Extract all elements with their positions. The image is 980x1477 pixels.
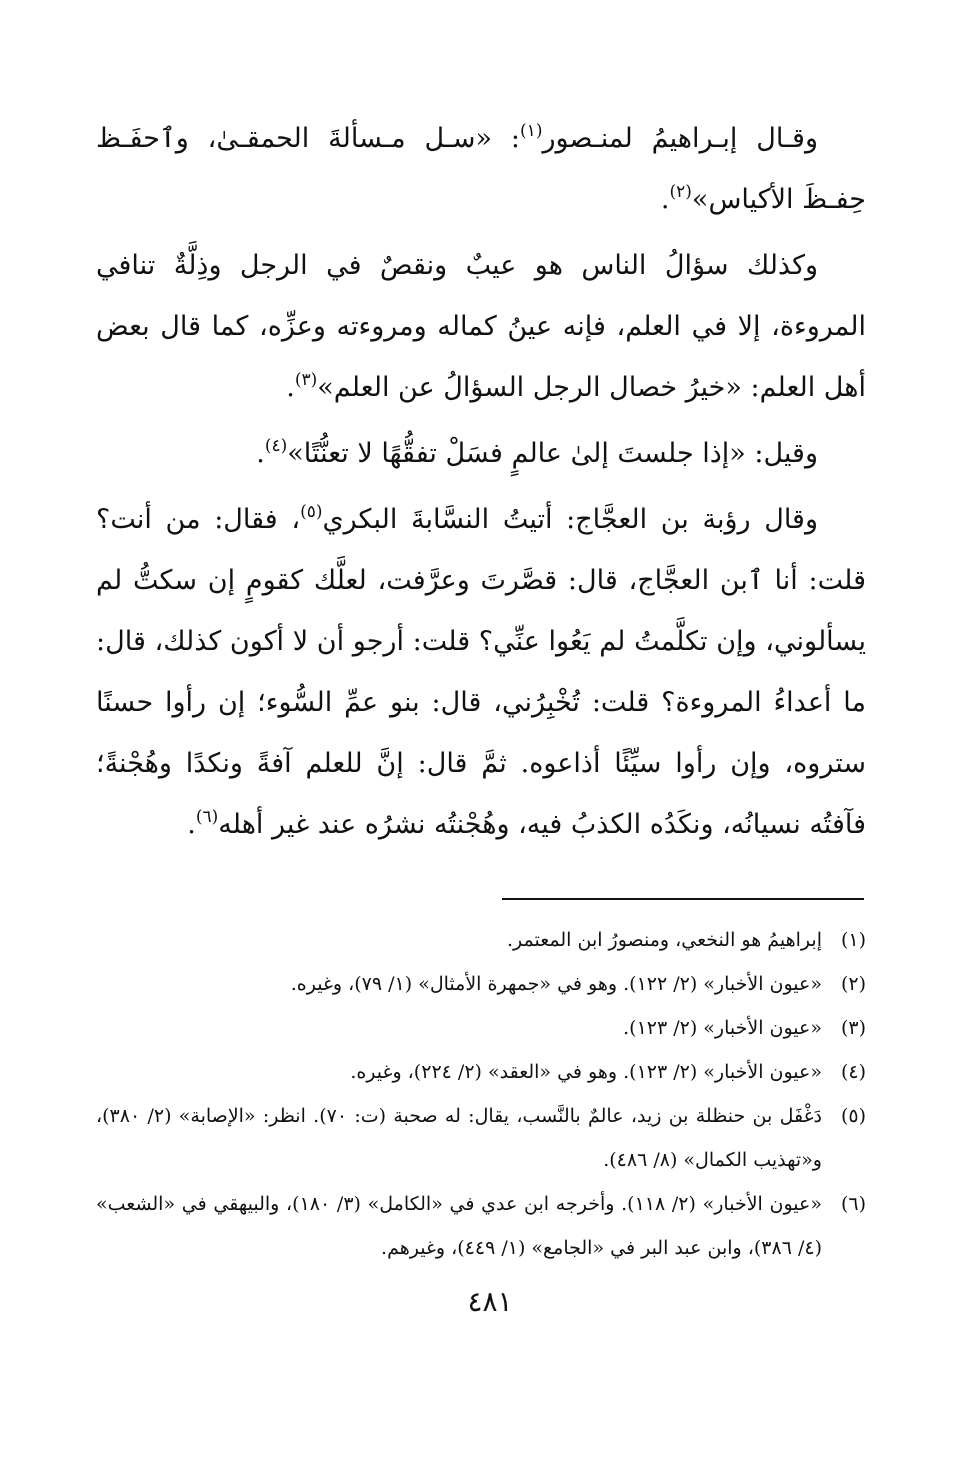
paragraph-1-text: وقـال إبـراهيمُ لمنـصور [542, 123, 818, 154]
footnote-text: «عيون الأخبار» (٢/ ١٢٣). وهو في «العقد» (٢/ ٢٢٤)، وغيره. [350, 1061, 822, 1083]
footnote-number: (١) [840, 929, 866, 951]
footnote-number: (٣) [840, 1017, 866, 1039]
footnote-4 [96, 1050, 866, 1094]
footnote-number: (٦) [840, 1193, 866, 1215]
footnote-6 [96, 1182, 866, 1270]
footnote-1 [96, 918, 866, 962]
footnote-text: «عيون الأخبار» (٢/ ١١٨). وأخرجه ابن عدي في «الكامل» (٣/ ١٨٠)، والبيهقي في «الشعب» (٤/ ٣٨٦)، وابن عبد البر في «الجامع» (١/ ٤٤٩)، وغيرهم. [96, 1193, 822, 1259]
footnote-3 [96, 1006, 866, 1050]
paragraph-1 [96, 108, 866, 230]
paragraph-4-text-2: ، فقال: من أنت؟ قلت: أنا ٱبن العجَّاج، قال: قصَّرتَ وعرَّفت، لعلَّك كقومٍ إن سكتُّ لم يسألوني، وإن تكلَّمتُ لم يَعُوا عنِّي؟ قلت: أرجو أن لا أكون كذلك، قال: ما أعداءُ المروءة؟ قلت: تُخْبِرُني، قال: بنو عمِّ السُّوء؛ إن رأوا حسنًا ستروه، وإن رأوا سيِّئًا أذاعوه. ثمَّ قال: إنَّ للعلم آفةً ونكدًا وهُجْنةً؛ فآفتُه نسيانُه، ونكَدُه الكذبُ فيه، وهُجْنتُه نشرُه عند غير أهله [96, 504, 866, 840]
paragraph-4 [96, 489, 866, 855]
paragraph-2-text-2: . [286, 372, 295, 403]
footnote-ref-1: (١) [520, 121, 543, 141]
footnote-text: «عيون الأخبار» (٢/ ١٢٢). وهو في «جمهرة الأمثال» (١/ ٧٩)، وغيره. [290, 973, 822, 995]
paragraph-4-text: وقال رؤبة بن العجَّاج: أتيتُ النسَّابةَ البكري [322, 504, 818, 535]
footnote-5 [96, 1094, 866, 1182]
paragraph-2 [96, 235, 866, 418]
footnotes [96, 918, 866, 1270]
footnote-ref-6: (٦) [195, 807, 219, 827]
paragraph-1-text-2: : «سـل مـسألةَ الحمقـىٰ، وٱحفَـظ حِفـظَ الأكياس» [96, 123, 866, 215]
paragraph-3-text-2: . [256, 438, 265, 469]
footnote-number: (٤) [840, 1061, 866, 1083]
paragraph-2-text: وكذلك سؤالُ الناس هو عيبٌ ونقصٌ في الرجل وذِلَّةٌ تنافي المروءة، إلا في العلم، فإنه عينُ كماله ومروءته وعزِّه، كما قال بعض أهل العلم: «خيرُ خصال الرجل السؤالُ عن العلم» [96, 250, 866, 403]
footnote-text: إبراهيمُ هو النخعي، ومنصورُ ابن المعتمر. [506, 929, 822, 951]
footnote-number: (٢) [840, 973, 866, 995]
main-text [96, 108, 866, 855]
footnote-separator [502, 898, 864, 900]
footnote-ref-3: (٣) [294, 370, 318, 390]
paragraph-3-text: وقيل: «إذا جلستَ إلىٰ عالمٍ فسَلْ تفقُّهًا لا تعنُّتًا» [287, 438, 818, 469]
footnote-ref-2: (٢) [669, 182, 692, 202]
footnote-2 [96, 962, 866, 1006]
footnote-number: (٥) [840, 1105, 866, 1127]
paragraph-4-text-3: . [187, 809, 196, 840]
page-number: ٤٨١ [467, 1285, 513, 1318]
footnote-ref-5: (٥) [300, 502, 323, 522]
paragraph-3 [96, 423, 866, 484]
footnote-ref-4: (٤) [264, 436, 288, 456]
footnote-text: «عيون الأخبار» (٢/ ١٢٣). [623, 1017, 822, 1039]
paragraph-1-text-3: . [660, 184, 670, 215]
footnote-text: دَغْفَل بن حنظلة بن زيد، عالمٌ بالنَّسب، يقال: له صحبة (ت: ٧٠). انظر: «الإصابة» (٢/ ٣٨٠)، و«تهذيب الكمال» (٨/ ٤٨٦). [96, 1105, 822, 1171]
